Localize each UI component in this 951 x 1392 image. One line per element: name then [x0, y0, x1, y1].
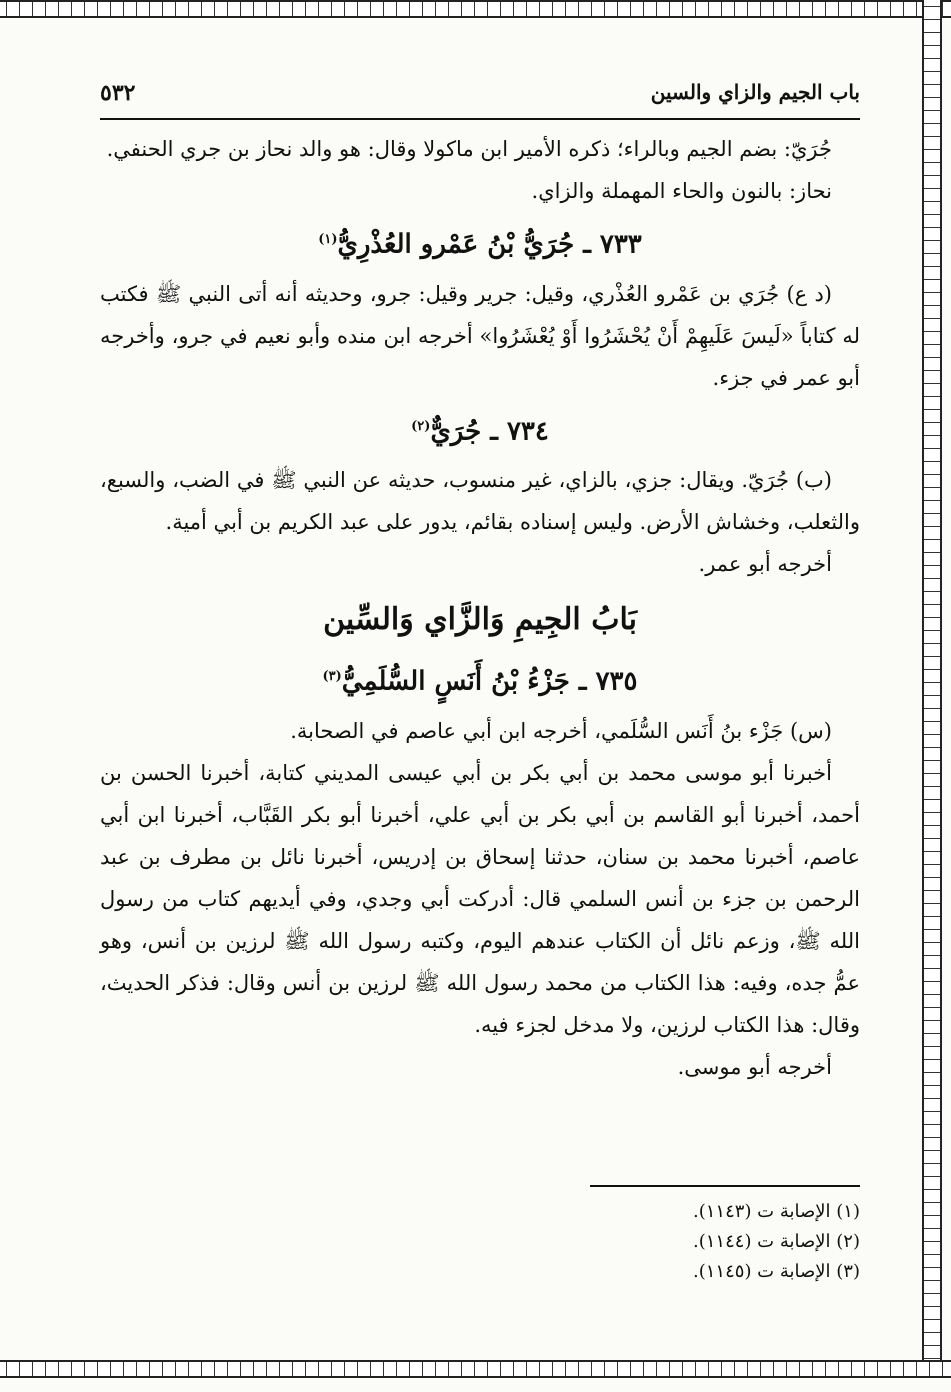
- paragraph-jurayy-note: جُرَيّ: بضم الجيم وبالراء؛ ذكره الأمير ابن ماكولا وقال: هو والد نحاز بن جري الحنفي.: [106, 137, 832, 161]
- right-ornamental-border: [922, 0, 942, 1378]
- footnotes: [300, 1197, 860, 1287]
- paragraph-nahhaz-note: نحاز: بالنون والحاء المهملة والزاي.: [531, 179, 832, 203]
- bottom-ornamental-border: [0, 1360, 951, 1378]
- chapter-heading: بَابُ الجِيمِ وَالزَّاي وَالسِّين: [323, 602, 637, 638]
- entry-source-734: أخرجه أبو عمر.: [698, 552, 832, 577]
- entry-isnad-735: أخبرنا أبو موسى محمد بن أبي بكر بن أبي عيسى المديني كتابة، أخبرنا الحسن بن أحمد، أخبرنا أبو القاسم بن أبي بكر بن أبي علي، أخبرنا أبو بكر القَبَّاب، أخبرنا ابن أبي عاصم، أخبرنا محمد بن سنان، حدثنا إسحاق بن إدريس، أخبرنا نائل بن مطرف بن عبد الرحمن بن جزء بن أنس السلمي قال: أدركت أبي وجدي، وفي أيديهم كتاب من رسول الله ﷺ، وزعم نائل أن الكتاب عندهم اليوم، وكتبه رسول الله ﷺ لرزين بن أنس، وهو عمُّ جده، وفيه: هذا الكتاب من محمد رسول الله ﷺ لرزين بن أنس وقال: فذكر الحديث، وقال: هذا الكتاب لرزين، ولا مدخل لجزء فيه.: [100, 760, 860, 1037]
- entry-text-735: (س) جَزْء بنُ أَنَس السُّلَمي، أخرجه ابن أبي عاصم في الصحابة.: [290, 718, 832, 743]
- running-title: باب الجيم والزاي والسين: [650, 80, 860, 104]
- entry-heading-735: [100, 649, 860, 710]
- top-ornamental-border: [0, 0, 951, 18]
- footnote-1: (١) الإصابة ت (١١٤٣).: [693, 1201, 860, 1222]
- entry-text-733: (د ع) جُرَي بن عَمْرو العُذْري، وقيل: جرير وقيل: جرو، وحديثه أنه أتى النبي ﷺ فكتب له كتاباً «لَيسَ عَلَيهِمْ أَنْ يُحْشَرُوا أَوْ يُعْشَرُوا» أخرجه ابن منده وأبو نعيم في جرو، وأخرجه أبو عمر في جزء.: [100, 281, 860, 390]
- footnote-2: (٢) الإصابة ت (١١٤٤).: [693, 1231, 860, 1252]
- page-number: ٥٣٢: [100, 80, 136, 106]
- footnote-separator: [590, 1185, 860, 1187]
- footnote-3: (٣) الإصابة ت (١١٤٥).: [693, 1261, 860, 1282]
- page-body: [100, 128, 860, 1088]
- entry-heading-735-text: ٧٣٥ ـ جَزْءُ بْنُ أَنَسٍ السُّلَمِيُّ: [341, 666, 638, 697]
- footnote-ref-1: (١): [318, 232, 338, 247]
- entry-heading-733-text: ٧٣٣ ـ جُرَيُّ بْنُ عَمْرو العُذْرِيُّ: [337, 229, 642, 260]
- footnote-ref-3: (٣): [322, 669, 342, 685]
- entry-heading-734-text: ٧٣٤ ـ جُرَيٌّ: [430, 416, 549, 447]
- entry-heading-733: [100, 212, 860, 273]
- entry-heading-734: [100, 399, 860, 460]
- page-header: [100, 68, 860, 120]
- entry-text-734: (ب) جُرَيّ. ويقال: جزي، بالزاي، غير منسوب، حديثه عن النبي ﷺ في الضب، والسبع، والثعلب، وخشاش الأرض. وليس إسناده بقائم، يدور على عبد الكريم بن أبي أمية.: [100, 468, 860, 535]
- footnote-ref-2: (٢): [411, 418, 431, 434]
- entry-source-735: أخرجه أبو موسى.: [677, 1054, 832, 1079]
